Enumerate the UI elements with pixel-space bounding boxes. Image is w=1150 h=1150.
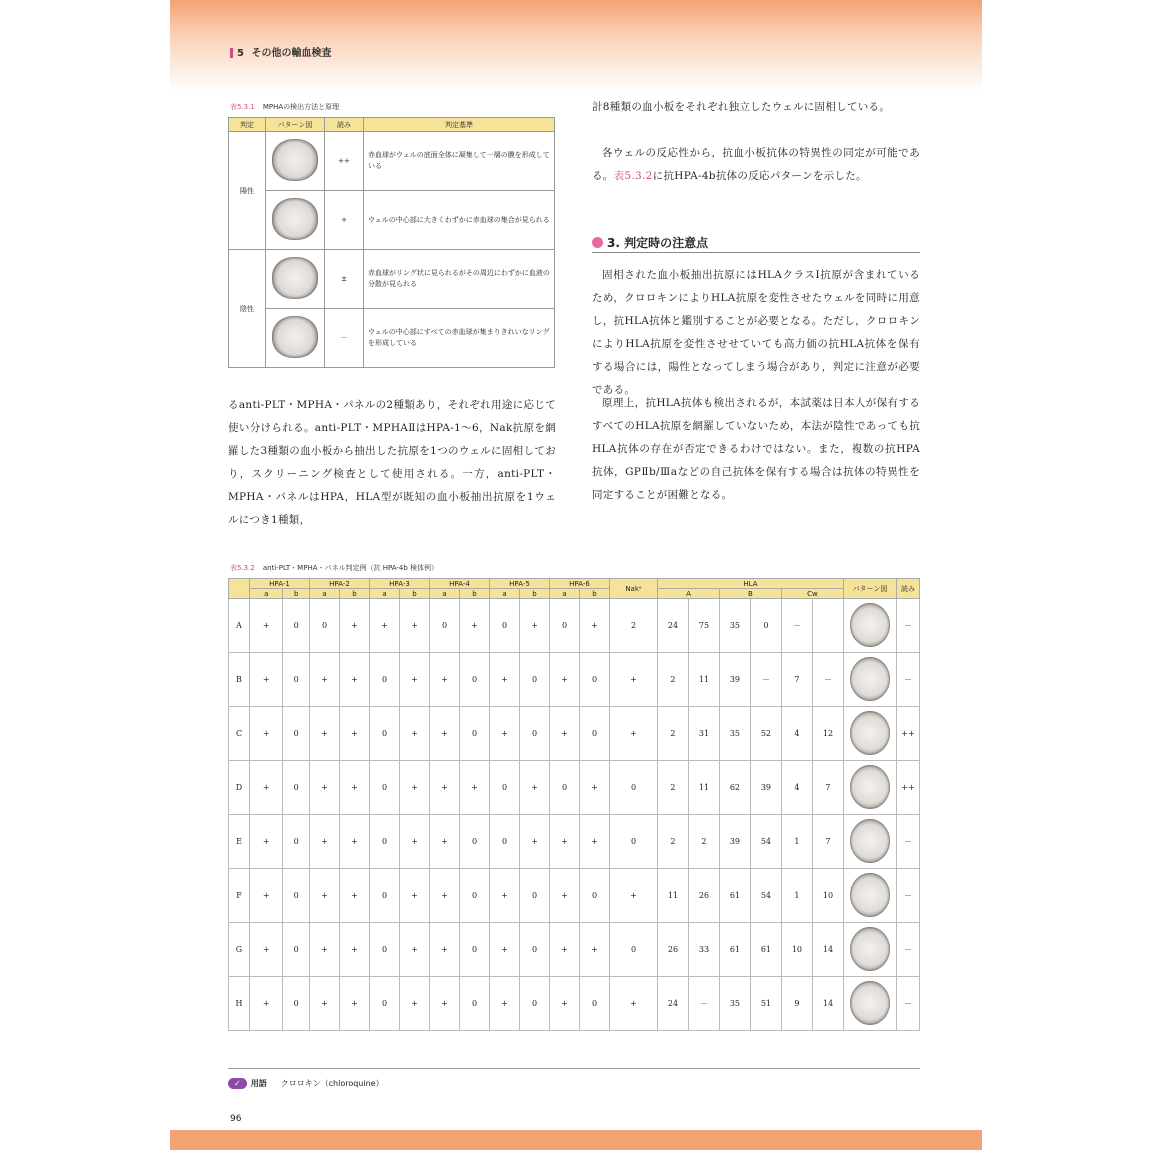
well-pattern-image (850, 873, 890, 917)
table-cell: 0 (519, 653, 549, 707)
table-cell: 0 (579, 653, 609, 707)
table-cell: 0 (609, 815, 657, 869)
table-cell: 1 (781, 869, 812, 923)
table-row (229, 761, 920, 815)
table-cell: 12 (812, 707, 843, 761)
table-cell: 52 (750, 707, 781, 761)
table-cell: + (519, 761, 549, 815)
table-row: + ウェルの中心部に大きくわずかに赤血球の集合が見られる (229, 191, 555, 250)
table-cell: + (250, 923, 283, 977)
table-cell: 14 (812, 923, 843, 977)
row-label: G (229, 923, 250, 977)
table-cell: 0 (369, 761, 399, 815)
table-cell: + (549, 653, 579, 707)
table2-body (229, 599, 920, 1031)
table-cell: + (339, 653, 369, 707)
table-cell: + (339, 815, 369, 869)
table-cell: + (429, 653, 459, 707)
chapter-bar-icon (230, 48, 233, 58)
table-cell: 7 (812, 815, 843, 869)
table-cell: 24 (657, 599, 688, 653)
table-cell: + (609, 653, 657, 707)
table-cell: 0 (519, 707, 549, 761)
table-cell: + (339, 707, 369, 761)
table-cell: + (250, 707, 283, 761)
table-cell: + (339, 977, 369, 1031)
table-cell: 2 (657, 707, 688, 761)
table-cell: + (609, 707, 657, 761)
table-cell: + (399, 599, 429, 653)
table-cell: 54 (750, 815, 781, 869)
table-cell: 7 (812, 761, 843, 815)
group-label: 陰性 (229, 250, 266, 368)
table-cell: + (429, 977, 459, 1031)
right-paragraph-2: 各ウェルの反応性から，抗血小板抗体の特異性の同定が可能である。表5.3.2に抗HPA-4b抗体の反応パターンを示した。 (592, 147, 920, 182)
table-cell: 39 (719, 815, 750, 869)
table-row (229, 923, 920, 977)
table-cell: + (309, 869, 339, 923)
table-cell: 39 (750, 761, 781, 815)
group-label: 陽性 (229, 132, 266, 250)
table-cell: 0 (283, 653, 310, 707)
t1-header-pattern: パターン図 (266, 118, 325, 132)
table-cell: 2 (657, 653, 688, 707)
reading-cell: － (897, 923, 920, 977)
table-cell: 0 (549, 599, 579, 653)
table1-caption: 表5.3.1 MPHAの検出方法と原理 (230, 103, 340, 111)
table-cell: + (579, 815, 609, 869)
table-cell: + (369, 599, 399, 653)
t1-header-judgment: 判定 (229, 118, 266, 132)
chapter-heading: 5 その他の輸血検査 (230, 44, 331, 59)
table-cell: + (250, 599, 283, 653)
table1 (228, 117, 555, 368)
well-pattern-image (850, 927, 890, 971)
table-cell: 0 (459, 653, 489, 707)
reading-cell: － (897, 977, 920, 1031)
right-paragraph-3: 固相された血小板抽出抗原にはHLAクラスⅠ抗原が含まれているため，クロロキンによりHLA抗原を変性させたウェルを同時に用意し，抗HLA抗体と鑑別することが必要となる。ただし，クロロキンによりHLA抗原を変性させせていても高力価の抗HLA抗体を保有する場合には，陽性となってしまう場合があり，判定に注意が必要である。 (592, 269, 920, 396)
table-cell: + (519, 815, 549, 869)
table-cell: 0 (429, 599, 459, 653)
row-label: E (229, 815, 250, 869)
table-cell: + (519, 599, 549, 653)
table-cell: 0 (609, 923, 657, 977)
table-cell: 51 (750, 977, 781, 1031)
table-cell: 0 (369, 815, 399, 869)
table-cell: + (309, 707, 339, 761)
table-cell: + (489, 653, 519, 707)
table-row: 陰性 ± 赤血球がリング状に見られるがその周辺にわずかに血液の分散が見られる (229, 250, 555, 309)
table-cell: 2 (657, 761, 688, 815)
table-cell: 39 (719, 653, 750, 707)
footer-band (170, 1130, 982, 1150)
table-cell: 0 (459, 707, 489, 761)
table-cell: 10 (812, 869, 843, 923)
table-cell: 0 (549, 761, 579, 815)
table-cell: 0 (489, 761, 519, 815)
table-cell: 35 (719, 977, 750, 1031)
table-cell: 0 (519, 869, 549, 923)
well-pattern-image (272, 198, 318, 240)
t1-header-criteria: 判定基準 (364, 118, 555, 132)
table-cell: 62 (719, 761, 750, 815)
table-row (229, 977, 920, 1031)
table-cell: 0 (459, 977, 489, 1031)
table-cell: 61 (719, 923, 750, 977)
table-cell: 10 (781, 923, 812, 977)
well-pattern-image (850, 981, 890, 1025)
table-row (229, 653, 920, 707)
right-paragraph-1: 計8種類の血小板をそれぞれ独立したウェルに固相している。 (592, 101, 891, 113)
table-cell: 0 (369, 923, 399, 977)
table-cell: + (339, 599, 369, 653)
table-cell: 26 (657, 923, 688, 977)
well-pattern-image (850, 657, 890, 701)
table-cell: + (309, 977, 339, 1031)
table-cell: 31 (688, 707, 719, 761)
row-label: H (229, 977, 250, 1031)
table-cell: + (579, 761, 609, 815)
table-cell: + (309, 815, 339, 869)
table-row: 陽性 ++ 赤血球がウェルの底面全体に凝集して一層の膜を形成している (229, 132, 555, 191)
table-cell: + (339, 761, 369, 815)
table-cell: + (339, 869, 369, 923)
table-cell: 11 (657, 869, 688, 923)
table-cell: 0 (283, 761, 310, 815)
table-cell: + (309, 653, 339, 707)
well-pattern-image (850, 711, 890, 755)
bullet-icon (592, 237, 603, 248)
table-cell: + (250, 653, 283, 707)
table-cell: 24 (657, 977, 688, 1031)
table-cell: + (250, 761, 283, 815)
table-cell: 14 (812, 977, 843, 1031)
table-cell: 0 (579, 869, 609, 923)
table-cell: 0 (283, 923, 310, 977)
table-cell: + (399, 923, 429, 977)
well-pattern-image (272, 316, 318, 358)
table-cell: 9 (781, 977, 812, 1031)
table-cell: 0 (579, 977, 609, 1031)
row-label: D (229, 761, 250, 815)
table-cell: + (399, 869, 429, 923)
table-cell: 2 (609, 599, 657, 653)
table-cell: 11 (688, 653, 719, 707)
table2: HPA-1 HPA-2 HPA-3 HPA-4 HPA-5 HPA-6 Nakᵃ HLA パターン図 読み a b a b a b a b a b a b A B Cw A + 0 0 + + + 0 + 0 + 0 + 2 24 75 35 0 － － B + 0 + + 0 + + 0 + 0 + 0 + 2 11 39 － 7 － － C + 0 + + 0 + + 0 + 0 + 0 + 2 31 35 52 4 12 ++ D + 0 + + 0 + + + 0 + 0 + 0 2 11 62 39 4 7 ++ E + 0 + + 0 + + 0 0 + + + 0 2 2 39 54 1 7 － F + 0 + + 0 + + 0 + 0 + 0 + 11 26 61 54 1 10 － G + 0 + + 0 + + 0 + 0 + + 0 26 33 61 61 10 14 － H + 0 + + 0 + + 0 + 0 + 0 + 24 － 35 51 9 14 － (228, 578, 920, 1031)
table-cell: 7 (781, 653, 812, 707)
left-paragraph: るanti-PLT・MPHA・パネルの2種類あり，それぞれ用途に応じて使い分けられる。anti-PLT・MPHAⅡはHPA-1〜6，Nak抗原を網羅した3種類の血小板から抽出した抗原を1つのウェルに固相しており，スクリーニング検査として使用される。一方，anti-PLT・MPHA・パネルはHPA，HLA型が既知の血小板抽出抗原を1ウェルにつき1種類， (228, 399, 556, 526)
table-cell: + (309, 761, 339, 815)
table-cell: 0 (369, 707, 399, 761)
table-cell: + (250, 869, 283, 923)
table-row (229, 815, 920, 869)
well-pattern-image (850, 603, 890, 647)
table-cell: + (459, 599, 489, 653)
table-cell: 54 (750, 869, 781, 923)
table-cell: 0 (283, 869, 310, 923)
table-cell: + (489, 869, 519, 923)
table-cell: + (399, 707, 429, 761)
table-cell: + (399, 653, 429, 707)
table-cell: + (399, 815, 429, 869)
check-icon: ✓ (228, 1078, 247, 1089)
table-cell: + (489, 923, 519, 977)
table-cell: + (429, 761, 459, 815)
reading-cell: － (897, 869, 920, 923)
well-pattern-image (272, 139, 318, 181)
table-cell: 35 (719, 707, 750, 761)
well-pattern-image (272, 257, 318, 299)
table-row: － ウェルの中心部にすべての赤血球が集まりきれいなリングを形成している (229, 309, 555, 368)
table-cell: 0 (459, 923, 489, 977)
table-cell: + (489, 977, 519, 1031)
table-cell: + (309, 923, 339, 977)
table-cell: + (579, 923, 609, 977)
table-cell: 0 (283, 977, 310, 1031)
table-cell: + (429, 869, 459, 923)
table-cell: 0 (459, 869, 489, 923)
table-cell: + (459, 761, 489, 815)
reading-cell: ++ (897, 761, 920, 815)
table-cell: + (399, 761, 429, 815)
table-cell: + (250, 815, 283, 869)
table-cell: － (781, 599, 812, 653)
table-cell: + (429, 923, 459, 977)
table-cell: + (609, 869, 657, 923)
table-cell: 0 (283, 815, 310, 869)
table-cell: + (579, 599, 609, 653)
table-cell: + (429, 707, 459, 761)
table2-caption: 表5.3.2 anti-PLT・MPHA・パネル判定例（抗 HPA-4b 検体例） (230, 564, 439, 572)
table-cell: 0 (369, 869, 399, 923)
table-cell: 0 (283, 599, 310, 653)
table-cell: + (429, 815, 459, 869)
glossary-box: ✓ 用語 クロロキン（chloroquine） (228, 1068, 920, 1089)
table-cell: 0 (750, 599, 781, 653)
table-cell: 26 (688, 869, 719, 923)
table-cell: － (688, 977, 719, 1031)
table-cell: 0 (519, 977, 549, 1031)
table-cell: 75 (688, 599, 719, 653)
table-cell: + (549, 815, 579, 869)
table-cell: + (250, 977, 283, 1031)
table-cell: 0 (369, 653, 399, 707)
row-label: F (229, 869, 250, 923)
table-row (229, 707, 920, 761)
table-cell: 0 (459, 815, 489, 869)
reading-cell: － (897, 599, 920, 653)
reading-cell: － (897, 653, 920, 707)
table-cell: + (399, 977, 429, 1031)
table-cell: 0 (609, 761, 657, 815)
table-cell: + (549, 977, 579, 1031)
table-cell: 2 (657, 815, 688, 869)
table-cell: 61 (719, 869, 750, 923)
table-ref-link[interactable]: 表5.3.2 (613, 170, 653, 182)
table-row (229, 869, 920, 923)
table-cell: + (549, 869, 579, 923)
table-cell: 61 (750, 923, 781, 977)
table-row (229, 599, 920, 653)
table-cell: － (750, 653, 781, 707)
well-pattern-image (850, 819, 890, 863)
table-cell: 0 (283, 707, 310, 761)
table-cell: 0 (309, 599, 339, 653)
reading-cell: ++ (897, 707, 920, 761)
table-cell: － (812, 653, 843, 707)
table-cell: + (549, 707, 579, 761)
table-cell: 0 (369, 977, 399, 1031)
table-cell: + (339, 923, 369, 977)
reading-cell: － (897, 815, 920, 869)
table-cell: 0 (489, 815, 519, 869)
table-cell: 0 (579, 707, 609, 761)
table-cell: + (549, 923, 579, 977)
table-cell: 4 (781, 707, 812, 761)
table-cell: 4 (781, 761, 812, 815)
table-cell: 33 (688, 923, 719, 977)
table-cell: 0 (489, 599, 519, 653)
section-heading: 3. 判定時の注意点 (592, 234, 920, 253)
table-cell: 0 (519, 923, 549, 977)
table-cell: 11 (688, 761, 719, 815)
table-cell: 2 (688, 815, 719, 869)
table-cell: 35 (719, 599, 750, 653)
right-paragraph-4: 原理上，抗HLA抗体も検出されるが，本試薬は日本人が保有するすべてのHLA抗原を網羅していないため，本法が陰性であっても抗HLA抗体の存在が否定できるわけではない。また，複数の抗HPA抗体，GPⅡb/Ⅲaなどの自己抗体を保有する場合は抗体の特異性を同定することが困難となる。 (592, 397, 920, 501)
table-cell: + (489, 707, 519, 761)
row-label: A (229, 599, 250, 653)
row-label: B (229, 653, 250, 707)
table-cell (812, 599, 843, 653)
table-cell: 1 (781, 815, 812, 869)
well-pattern-image (850, 765, 890, 809)
row-label: C (229, 707, 250, 761)
page-number: 96 (230, 1114, 242, 1124)
t1-header-reading: 読み (325, 118, 364, 132)
page (170, 0, 982, 1150)
table-cell: + (609, 977, 657, 1031)
